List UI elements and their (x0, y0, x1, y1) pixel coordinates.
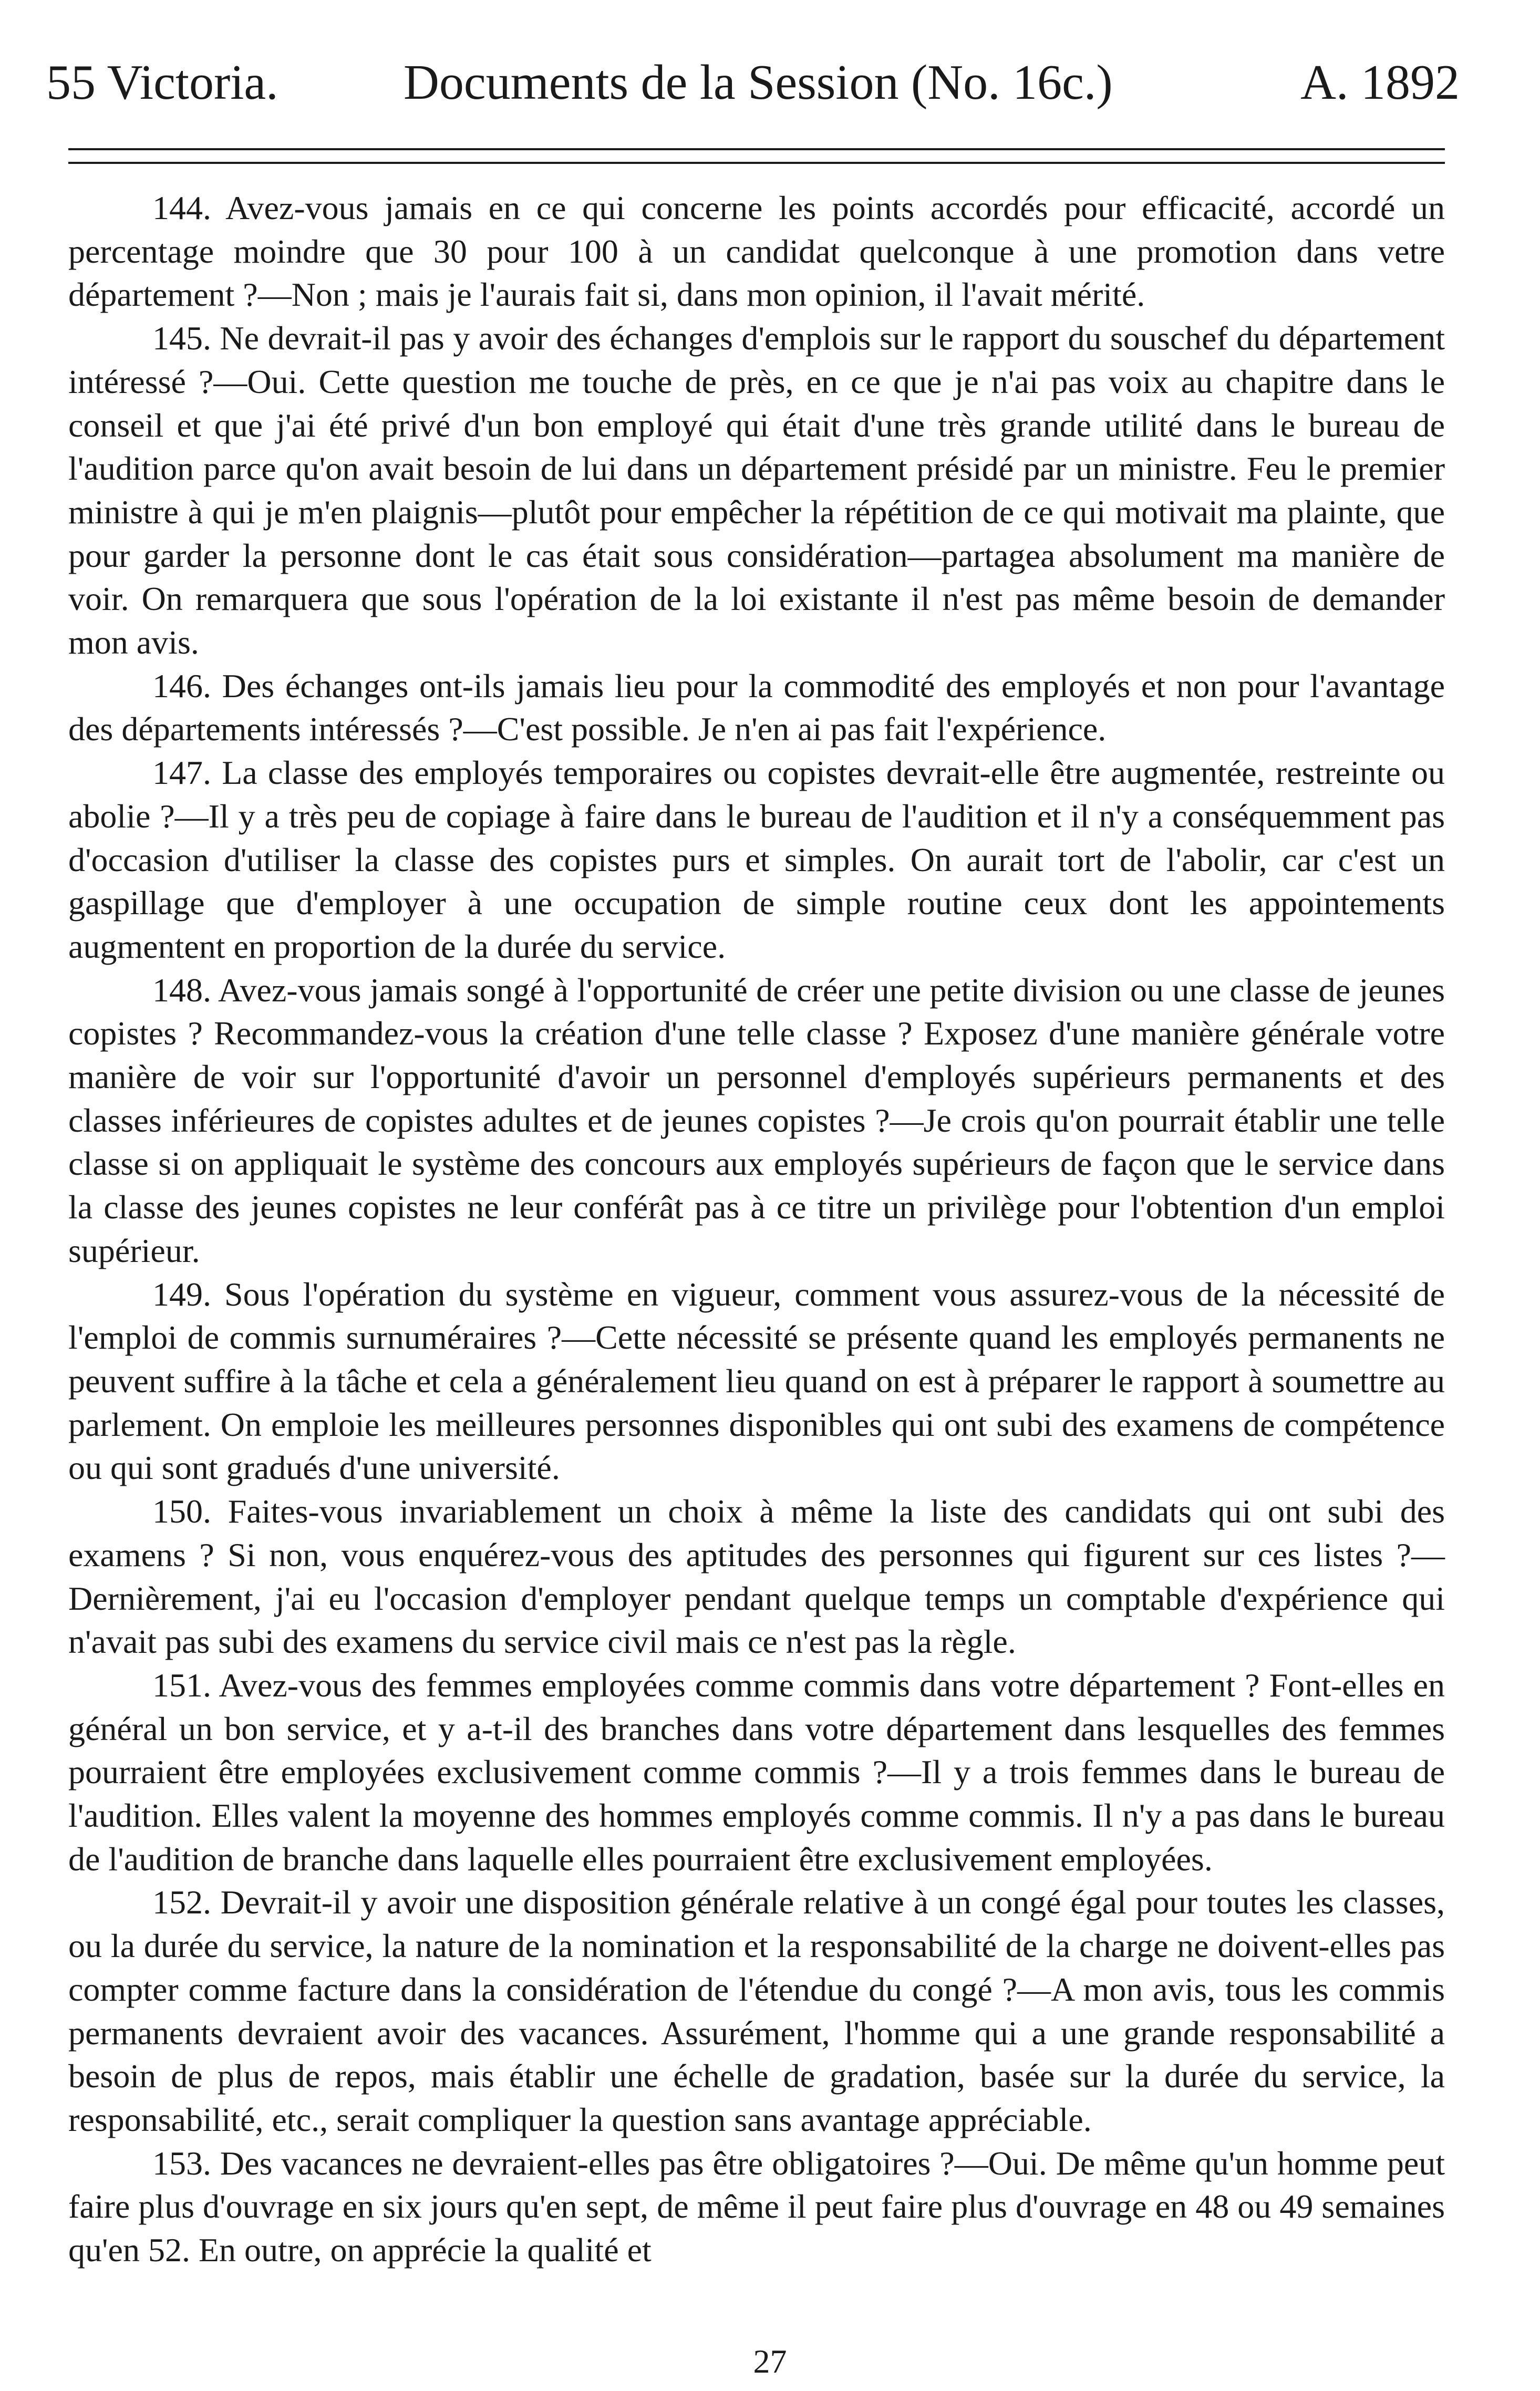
paragraph-152: 152. Devrait-il y avoir une disposition générale relative à un congé égal pour toutes les classes, ou la durée du service, la nature de la nomination et la responsabilité de la charge ne doivent-elles pas compter comme facture dans la considération de l'étendue du congé ?—A mon avis, tous les commis permanents devraient avoir des vacances. Assurément, l'homme qui a une grande responsabilité a besoin de plus de repos, mais établir une échelle de gradation, basée sur la durée du service, la responsabilité, etc., serait compliquer la question sans avantage appréciable. (68, 1883, 1445, 2138)
paragraph-151: 151. Avez-vous des femmes employées comme commis dans votre département ? Font-elles en général un bon service, et y a-t-il des branches dans votre département dans lesquelles des femmes pourraient être employées exclusivement comme commis ?—Il y a trois femmes dans le bureau de l'audition. Elles valent la moyenne des hommes employés comme commis. Il n'y a pas dans le bureau de l'audition de branche dans laquelle elles pourraient être exclusivement employées. (68, 1666, 1445, 1878)
running-header (46, 43, 1460, 122)
paragraph-147: 147. La classe des employés temporaires ou copistes devrait-elle être augmentée, restreinte ou abolie ?—Il y a très peu de copiage à faire dans le bureau de l'audition et il n'y a conséquemment pas d'occasion d'utiliser la classe des copistes purs et simples. On aurait tort de l'abolir, car c'est un gaspillage que d'employer à une occupation de simple routine ceux dont les appointements augmentent en proportion de la durée du service. (68, 754, 1445, 965)
paragraph-150: 150. Faites-vous invariablement un choix à même la liste des candidats qui ont subi des examens ? Si non, vous enquérez-vous des aptitudes des personnes qui figurent sur ces listes ?—Dernièrement, j'ai eu l'occasion d'employer pendant quelque temps un comptable d'expérience qui n'avait pas subi des examens du service civil mais ce n'est pas la règle. (68, 1493, 1445, 1661)
page-number: 27 (753, 2343, 787, 2380)
header-rule-bottom (68, 162, 1445, 164)
body-text (68, 187, 1445, 2272)
paragraph-149: 149. Sous l'opération du système en vigueur, comment vous assurez-vous de la nécessité de l'emploi de commis surnuméraires ?—Cette nécessité se présente quand les employés permanents ne peuvent suffire à la tâche et cela a généralement lieu quand on est à préparer le rapport à soumettre au parlement. On emploie les meilleures personnes disponibles qui ont subi des examens de compétence ou qui sont gradués d'une université. (68, 1275, 1445, 1487)
header-rule-top (68, 148, 1445, 150)
header-year: A. 1892 (1300, 55, 1460, 110)
paragraph-148: 148. Avez-vous jamais songé à l'opportunité de créer une petite division ou une classe de jeunes copistes ? Recommandez-vous la création d'une telle classe ? Exposez d'une manière générale votre manière de voir sur l'opportunité d'avoir un personnel d'employés supérieurs permanents et des classes inférieures de copistes adultes et de jeunes copistes ?—Je crois qu'on pourrait établir une telle classe si on appliquait le système des concours aux employés supérieurs de façon que le service dans la classe des jeunes copistes ne leur conférât pas à ce titre un privilège pour l'obtention d'un emploi supérieur. (68, 971, 1445, 1269)
header-regnal-year: 55 Victoria. (46, 55, 278, 110)
paragraph-146: 146. Des échanges ont-ils jamais lieu pour la commodité des employés et non pour l'avantage des départements intéressés ?—C'est possible. Je n'en ai pas fait l'expérience. (68, 667, 1445, 748)
header-session-title: Documents de la Session (No. 16c.) (404, 55, 1113, 110)
paragraph-145: 145. Ne devrait-il pas y avoir des échanges d'emplois sur le rapport du souschef du département intéressé ?—Oui. Cette question me touche de près, en ce que je n'ai pas voix au chapitre dans le conseil et que j'ai été privé d'un bon employé qui était d'une très grande utilité dans le bureau de l'audition parce qu'on avait besoin de lui dans un département présidé par un ministre. Feu le premier ministre à qui je m'en plaignis—plutôt pour empêcher la répétition de ce qui motivait ma plainte, que pour garder la personne dont le cas était sous considération—partagea absolument ma manière de voir. On remarquera que sous l'opération de la loi existante il n'est pas même besoin de demander mon avis. (68, 319, 1445, 661)
paragraph-153: 153. Des vacances ne devraient-elles pas être obligatoires ?—Oui. De même qu'un homme peut faire plus d'ouvrage en six jours qu'en sept, de même il peut faire plus d'ouvrage en 48 ou 49 semaines qu'en 52. En outre, on apprécie la qualité et (68, 2144, 1445, 2269)
paragraph-144: 144. Avez-vous jamais en ce qui concerne les points accordés pour efficacité, accordé un percentage moindre que 30 pour 100 à un candidat quelconque à une promotion dans vetre département ?—Non ; mais je l'aurais fait si, dans mon opinion, il l'avait mérité. (68, 189, 1445, 314)
